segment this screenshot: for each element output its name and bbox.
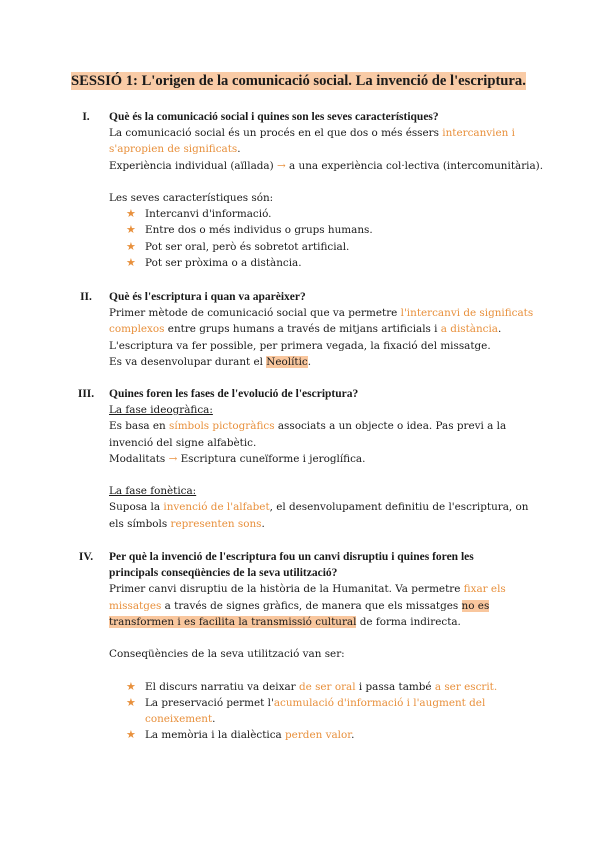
list-item: ★ Pot ser pròxima o a distància.	[109, 255, 539, 271]
phase-heading: La fase ideogràfica:	[109, 404, 213, 417]
neolithic-highlight: Neolític	[266, 355, 308, 368]
star-bullet-icon: ★	[126, 239, 136, 253]
title-highlight: SESSIÓ 1: L'origen de la comunicació social. La invenció de l'escriptura.	[71, 73, 526, 89]
star-bullet-icon: ★	[126, 695, 136, 709]
paragraph-line: Es basa en símbols pictogràfics associats a un objecte o idea. Pas previ a la	[109, 420, 507, 433]
list-item: ★ La preservació permet l'acumulació d'informació i l'augment del coneixement.	[126, 695, 486, 725]
paragraph-line: missatges a través de signes gràfics, de manera que els missatges no es	[109, 599, 490, 612]
arrow-icon: →	[168, 452, 178, 465]
paragraph-line: Experiència individual (aïllada) → a una experiència col·lectiva (intercomunitària).	[109, 159, 544, 172]
paragraph-line: Es va desenvolupar durant el Neolític.	[109, 355, 312, 368]
paragraph-line: invenció del signe alfabètic.	[109, 436, 257, 449]
star-bullet-icon: ★	[126, 728, 136, 742]
phase-heading: La fase fonètica:	[109, 485, 197, 498]
paragraph-line: Suposa la invenció de l'alfabet, el desenvolupament definitiu de l'escriptura, on	[109, 501, 529, 514]
paragraph-line: transformen i es facilita la transmissió cultural de forma indirecta.	[109, 615, 461, 628]
star-bullet-icon: ★	[126, 255, 136, 269]
star-bullet-icon: ★	[126, 223, 136, 237]
star-bullet-icon: ★	[126, 679, 136, 693]
section-numeral: II.	[80, 291, 92, 303]
page-title	[71, 72, 541, 90]
paragraph-line: Primer mètode de comunicació social que va permetre l'intercanvi de significats	[109, 307, 534, 320]
list-intro: Conseqüències de la seva utilització van ser:	[109, 648, 345, 661]
arrow-icon: →	[276, 159, 286, 172]
section-question: Quines foren les fases de l'evolució de l'escriptura?	[109, 388, 359, 400]
section-question: Per què la invenció de l'escriptura fou un canvi disruptiu i quines foren les	[109, 551, 474, 563]
paragraph-line: L'escriptura va fer possible, per primera vegada, la fixació del missatge.	[109, 339, 491, 352]
paragraph-line: complexos entre grups humans a través de mitjans artificials i a distància.	[109, 323, 502, 336]
list-item: ★ El discurs narratiu va deixar de ser oral i passa també a ser escrit.	[109, 679, 539, 695]
list-item: ★ La memòria i la dialèctica perden valor.	[109, 727, 539, 743]
section-question: Què és la comunicació social i quines son les seves característiques?	[109, 111, 439, 123]
paragraph-line: els símbols representen sons.	[109, 517, 265, 530]
section-question: Què és l'escriptura i quan va aparèixer?	[109, 291, 306, 303]
list-item: ★ Entre dos o més individus o grups humans.	[109, 222, 539, 238]
paragraph-line: Primer canvi disruptiu de la història de la Humanitat. Va permetre fixar els	[109, 583, 506, 596]
list-item: ★ Intercanvi d'informació.	[109, 206, 539, 222]
characteristics-list	[109, 206, 539, 271]
paragraph-line: s'apropien de significats.	[109, 143, 241, 156]
consequences-list	[109, 679, 539, 744]
section-numeral: III.	[77, 388, 95, 400]
section-numeral: I.	[82, 111, 90, 123]
paragraph-line: La comunicació social és un procés en el que dos o més éssers intercanvien i	[109, 127, 515, 140]
star-bullet-icon: ★	[126, 207, 136, 221]
paragraph-line: Modalitats → Escriptura cuneïforme i jeroglífica.	[109, 452, 366, 465]
section-numeral: IV.	[78, 551, 94, 563]
list-intro: Les seves característiques són:	[109, 191, 274, 204]
list-item: ★ Pot ser oral, però és sobretot artificial.	[109, 239, 539, 255]
section-question: principals conseqüències de la seva utilització?	[109, 567, 338, 580]
